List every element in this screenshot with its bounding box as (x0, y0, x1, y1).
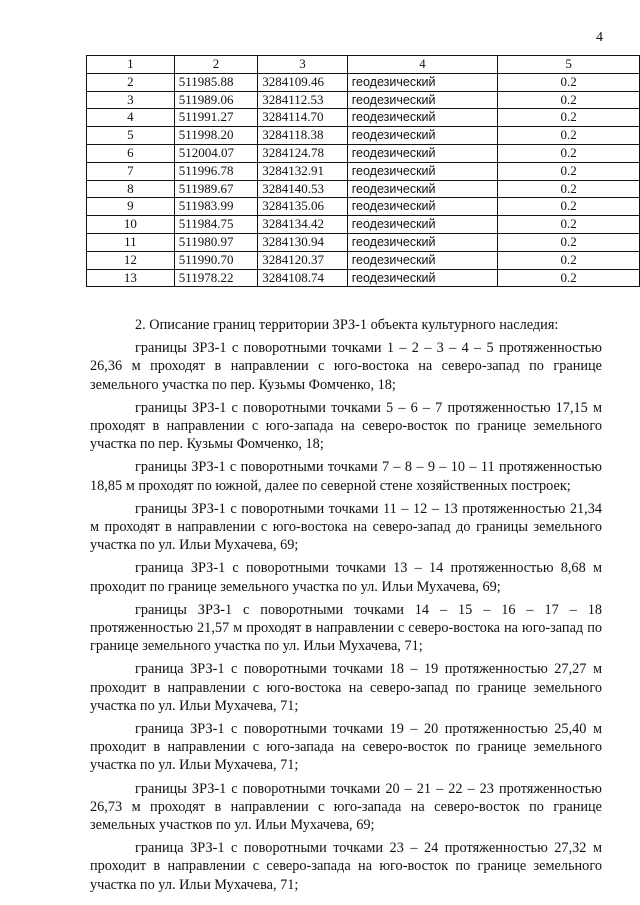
table-cell: 3284134.42 (258, 216, 348, 234)
table-cell: геодезический (347, 127, 497, 145)
table-row (87, 216, 640, 234)
boundary-paragraph: границы ЗРЗ-1 с поворотными точками 11 – 12 – 13 протяженностью 21,34 м проходят в направлении с юго-востока на северо-запад до границы земельного участка по ул. Ильи Мухачева, 69; (90, 500, 602, 554)
table-cell: 512004.07 (174, 144, 257, 162)
table-cell: 12 (87, 251, 175, 269)
table-cell: 0.2 (498, 73, 640, 91)
table-row (87, 91, 640, 109)
table-cell: 0.2 (498, 233, 640, 251)
boundary-paragraph: граница ЗРЗ-1 с поворотными точками 19 – 20 протяженностью 25,40 м проходит в направлении с юго-запада на северо-восток по границе земельного участка по ул. Ильи Мухачева, 71; (90, 721, 602, 774)
table-cell: 8 (87, 180, 175, 198)
table-row (87, 180, 640, 198)
table-cell: 511998.20 (174, 127, 257, 145)
boundary-paragraph: границы ЗРЗ-1 с поворотными точками 7 – 8 – 9 – 10 – 11 протяженностью 18,85 м проходят по южной, далее по северной стене хозяйственных построек; (90, 459, 602, 494)
table-cell: геодезический (347, 233, 497, 251)
table-cell: геодезический (347, 269, 497, 287)
table-cell: 4 (87, 109, 175, 127)
coordinates-table (86, 55, 640, 287)
table-cell: 11 (87, 233, 175, 251)
table-cell: 0.2 (498, 109, 640, 127)
table-cell: геодезический (347, 109, 497, 127)
table-cell: 0.2 (498, 91, 640, 109)
table-cell: 7 (87, 162, 175, 180)
boundary-paragraph: граница ЗРЗ-1 с поворотными точками 23 – 24 протяженностью 27,32 м проходит в направлении с северо-запада на юго-восток по границе земельного участка по ул. Ильи Мухачева, 71; (90, 840, 602, 893)
table-cell: 0.2 (498, 216, 640, 234)
table-cell: 3284124.78 (258, 144, 348, 162)
table-cell: 0.2 (498, 269, 640, 287)
table-cell: 5 (87, 127, 175, 145)
boundary-paragraph: границы ЗРЗ-1 с поворотными точками 20 – 21 – 22 – 23 протяженностью 26,73 м проходят в направлении с юго-запада на северо-восток по границе земельных участков по ул. Ильи Мухачева, 69; (90, 780, 602, 834)
header-cell: 2 (174, 56, 257, 74)
table-row (87, 127, 640, 145)
table-row (87, 109, 640, 127)
table-cell: 3284114.70 (258, 109, 348, 127)
table-cell: 511990.70 (174, 251, 257, 269)
coordinates-table-body (87, 56, 640, 287)
table-cell: 0.2 (498, 127, 640, 145)
header-cell: 4 (347, 56, 497, 74)
table-cell: 3284130.94 (258, 233, 348, 251)
table-cell: 0.2 (498, 251, 640, 269)
header-cell: 1 (87, 56, 175, 74)
table-cell: геодезический (347, 73, 497, 91)
boundary-paragraph: граница ЗРЗ-1 с поворотными точками 18 – 19 протяженностью 27,27 м проходит в направлении с юго-востока на северо-запад по границе земельного участка по ул. Ильи Мухачева, 71; (90, 661, 602, 714)
boundary-description (90, 316, 602, 894)
table-header-row (87, 56, 640, 74)
table-cell: 511985.88 (174, 73, 257, 91)
table-row (87, 162, 640, 180)
table-cell: 3 (87, 91, 175, 109)
table-cell: 511983.99 (174, 198, 257, 216)
boundary-paragraph: граница ЗРЗ-1 с поворотными точками 13 – 14 протяженностью 8,68 м проходит по границе земельного участка по ул. Ильи Мухачева, 69; (90, 560, 602, 595)
table-cell: 0.2 (498, 144, 640, 162)
table-row (87, 144, 640, 162)
table-cell: 3284112.53 (258, 91, 348, 109)
table-cell: 511989.06 (174, 91, 257, 109)
table-cell: 511984.75 (174, 216, 257, 234)
section-heading: 2. Описание границ территории ЗРЗ-1 объекта культурного наследия: (135, 317, 559, 333)
table-row (87, 233, 640, 251)
table-cell: 0.2 (498, 180, 640, 198)
boundary-paragraph: границы ЗРЗ-1 с поворотными точками 5 – 6 – 7 протяженностью 17,15 м проходят в направлении с юго-запада на северо-восток по границе земельного участка по пер. Кузьмы Фомченко, 18; (90, 399, 602, 453)
table-cell: геодезический (347, 180, 497, 198)
table-cell: 511980.97 (174, 233, 257, 251)
table-cell: геодезический (347, 251, 497, 269)
table-cell: 3284109.46 (258, 73, 348, 91)
table-cell: 2 (87, 73, 175, 91)
table-cell: 3284135.06 (258, 198, 348, 216)
header-cell: 3 (258, 56, 348, 74)
table-cell: 3284108.74 (258, 269, 348, 287)
table-cell: геодезический (347, 198, 497, 216)
boundary-paragraph: границы ЗРЗ-1 с поворотными точками 1 – 2 – 3 – 4 – 5 протяженностью 26,36 м проходят в направлении с юго-востока на северо-запад по границе земельного участка по пер. Кузьмы Фомченко, 18; (90, 340, 602, 393)
table-cell: геодезический (347, 162, 497, 180)
table-cell: 3284118.38 (258, 127, 348, 145)
table-cell: геодезический (347, 91, 497, 109)
table-row (87, 251, 640, 269)
table-cell: 0.2 (498, 162, 640, 180)
table-cell: 10 (87, 216, 175, 234)
table-cell: 13 (87, 269, 175, 287)
table-row (87, 73, 640, 91)
table-cell: геодезический (347, 144, 497, 162)
table-row (87, 198, 640, 216)
table-cell: 3284132.91 (258, 162, 348, 180)
table-cell: 0.2 (498, 198, 640, 216)
page-number: 4 (596, 30, 603, 45)
table-cell: 3284120.37 (258, 251, 348, 269)
table-cell: 511989.67 (174, 180, 257, 198)
table-cell: 511991.27 (174, 109, 257, 127)
header-cell: 5 (498, 56, 640, 74)
table-cell: 9 (87, 198, 175, 216)
table-row (87, 269, 640, 287)
table-cell: 3284140.53 (258, 180, 348, 198)
table-cell: 511996.78 (174, 162, 257, 180)
table-cell: 6 (87, 144, 175, 162)
table-cell: геодезический (347, 216, 497, 234)
boundary-paragraph: границы ЗРЗ-1 с поворотными точками 14 – 15 – 16 – 17 – 18 протяженностью 21,57 м проходят в направлении с северо-востока на юго-запад по границе земельного участка по ул. Ильи Мухачева, 71; (90, 601, 602, 655)
table-cell: 511978.22 (174, 269, 257, 287)
